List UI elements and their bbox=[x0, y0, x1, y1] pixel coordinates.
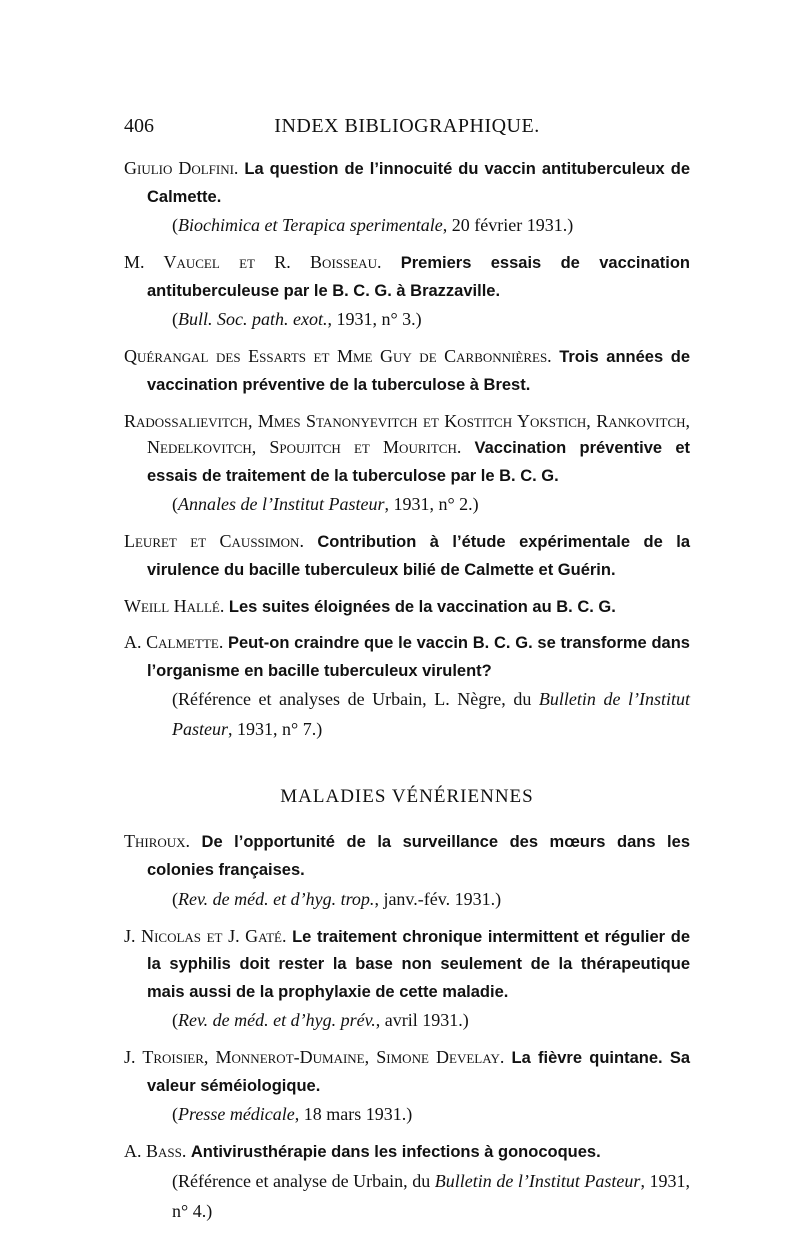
entry-ref-prefix: (Référence et analyse de Urbain, du bbox=[172, 1171, 435, 1192]
entry-authors: J. Nicolas et J. Gaté. bbox=[124, 925, 287, 946]
bibliography-entry bbox=[124, 155, 690, 240]
entry-authors: Quérangal des Essarts et Mme Guy de Carbonnières. bbox=[124, 346, 552, 367]
entry-title: De l’opportunité de la surveillance des mœurs dans les colonies françaises. bbox=[147, 833, 690, 879]
entry-authors: Weill Hallé. bbox=[124, 595, 225, 616]
bibliography-entry bbox=[124, 343, 690, 398]
entry-title: Antivirusthérapie dans les infections à gonocoques. bbox=[190, 1143, 601, 1162]
entry-reference: (Presse médicale, 18 mars 1931.) bbox=[172, 1104, 413, 1125]
entry-source: Bulletin de l’Institut Pasteur bbox=[172, 689, 691, 740]
bibliography-entry bbox=[124, 923, 690, 1036]
entry-authors: Thiroux. bbox=[124, 831, 191, 852]
entry-title: Trois années de vaccination préventive de la tuberculose à Brest. bbox=[147, 348, 690, 394]
entry-title: Premiers essais de vaccination antituberculeuse par le B. C. G. à Brazzaville. bbox=[147, 254, 691, 300]
entry-authors: Leuret et Caussimon. bbox=[124, 531, 304, 552]
entry-reference bbox=[147, 1166, 690, 1226]
entry-reference: (Biochimica et Terapica sperimentale, 20 février 1931.) bbox=[172, 215, 574, 236]
entry-source: Annales de l’Institut Pasteur bbox=[178, 494, 385, 515]
entry-source: Bulletin de l’Institut Pasteur bbox=[434, 1171, 641, 1192]
bibliography-entry bbox=[124, 593, 690, 621]
entry-title: Contribution à l’étude expérimentale de la virulence du bacille tuberculeux bilié de Calmette et Guérin. bbox=[147, 533, 691, 579]
entry-reference: (Annales de l’Institut Pasteur, 1931, n° 2.) bbox=[172, 494, 479, 515]
bibliography-entry bbox=[124, 528, 690, 583]
entry-source: Rev. de méd. et d’hyg. trop. bbox=[178, 888, 375, 909]
bibliography-entry bbox=[124, 1044, 690, 1129]
entry-ref-detail: , avril 1931.) bbox=[375, 1010, 469, 1031]
entry-reference bbox=[147, 684, 690, 744]
bibliography-entry bbox=[124, 1138, 690, 1226]
entry-title: Les suites éloignées de la vaccination au B. C. G. bbox=[228, 597, 616, 616]
entry-ref-detail: , janv.-fév. 1931.) bbox=[374, 888, 502, 909]
entry-reference: (Rev. de méd. et d’hyg. trop., janv.-fév. 1931.) bbox=[172, 888, 502, 909]
entry-title: La fièvre quintane. Sa valeur séméiologique. bbox=[147, 1049, 690, 1095]
entry-source: Bull. Soc. path. exot. bbox=[178, 309, 328, 330]
entry-ref-detail: , 1931, n° 2.) bbox=[384, 494, 479, 515]
entry-reference: (Bull. Soc. path. exot., 1931, n° 3.) bbox=[172, 309, 422, 330]
bibliography-entry bbox=[124, 828, 690, 913]
entry-title: Peut-on craindre que le vaccin B. C. G. se transforme dans l’organisme en bacille tuberculeux virulent? bbox=[147, 634, 690, 680]
page-header bbox=[124, 115, 690, 145]
entry-ref-detail: , 1931, n° 7.) bbox=[228, 719, 323, 740]
entry-reference: (Rev. de méd. et d’hyg. prév., avril 1931.) bbox=[172, 1010, 469, 1031]
entry-source: Presse médicale bbox=[178, 1104, 295, 1125]
entry-source: Rev. de méd. et d’hyg. prév. bbox=[178, 1010, 376, 1031]
page-number: 406 bbox=[124, 115, 154, 137]
entry-ref-detail: , 20 février 1931.) bbox=[442, 215, 574, 236]
entry-source: Biochimica et Terapica sperimentale bbox=[178, 215, 443, 236]
entry-authors: A. Calmette. bbox=[124, 632, 224, 653]
bibliography-entry bbox=[124, 408, 690, 520]
entry-title: Vaccination préventive et essais de traitement de la tuberculose par le B. C. G. bbox=[147, 439, 690, 485]
entry-title: La question de l’innocuité du vaccin antituberculeux de Calmette. bbox=[147, 160, 690, 206]
bibliography-entry bbox=[124, 629, 690, 744]
entry-ref-detail: , 1931, n° 4.) bbox=[172, 1171, 691, 1222]
entry-authors: M. Vaucel et R. Boisseau. bbox=[124, 252, 382, 273]
entry-title: Le traitement chronique intermittent et régulier de la syphilis doit rester la base non seulement de la thérapeutique mais aussi de la prophylaxie de cette maladie. bbox=[147, 927, 691, 1001]
section-heading: MALADIES VÉNÉRIENNES bbox=[280, 786, 534, 808]
bibliography-list bbox=[124, 155, 690, 1235]
entry-authors: J. Troisier, Monnerot-Dumaine, Simone Develay. bbox=[124, 1047, 505, 1068]
bibliography-entry bbox=[124, 249, 690, 334]
entry-authors: A. Bass. bbox=[124, 1141, 187, 1162]
entry-authors: Giulio Dolfini. bbox=[124, 158, 239, 178]
entry-ref-prefix: (Référence et analyses de Urbain, L. Nègre, du bbox=[172, 689, 539, 710]
entry-ref-detail: , 18 mars 1931.) bbox=[294, 1104, 413, 1125]
entry-ref-detail: , 1931, n° 3.) bbox=[327, 309, 422, 330]
entry-authors: Radossalievitch, Mmes Stanonyevitch et Kostitch Yokstich, Rankovitch, Nedelkovitch, Spoujitch et Mouritch. bbox=[124, 410, 690, 458]
running-title: INDEX BIBLIOGRAPHIQUE. bbox=[274, 115, 540, 137]
